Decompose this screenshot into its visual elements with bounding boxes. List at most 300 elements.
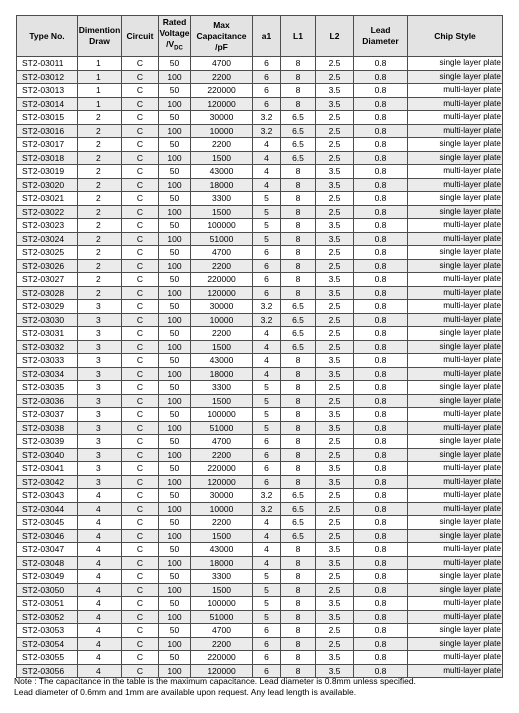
- chip-style-cell: single layer plate: [408, 570, 503, 584]
- draw-cell: 2: [78, 151, 122, 165]
- table-row: [17, 192, 503, 206]
- draw-cell: 4: [78, 583, 122, 597]
- l2-cell: 3.5: [316, 421, 354, 435]
- draw-cell: 4: [78, 543, 122, 557]
- voltage-cell: 50: [159, 192, 191, 206]
- table-row: [17, 246, 503, 260]
- circuit-cell: C: [122, 327, 159, 341]
- table-row: [17, 448, 503, 462]
- a1-cell: 6: [253, 286, 281, 300]
- voltage-cell: 50: [159, 570, 191, 584]
- l2-cell: 2.5: [316, 300, 354, 314]
- draw-cell: 4: [78, 597, 122, 611]
- circuit-cell: C: [122, 232, 159, 246]
- lead-cell: 0.8: [354, 529, 408, 543]
- lead-cell: 0.8: [354, 205, 408, 219]
- chip-style-cell: single layer plate: [408, 637, 503, 651]
- voltage-cell: 50: [159, 624, 191, 638]
- type-no-cell: ST2-03026: [17, 259, 78, 273]
- voltage-cell: 100: [159, 475, 191, 489]
- draw-cell: 2: [78, 138, 122, 152]
- capacitance-cell: 4700: [191, 57, 253, 71]
- voltage-cell: 100: [159, 205, 191, 219]
- type-no-cell: ST2-03018: [17, 151, 78, 165]
- a1-cell: 4: [253, 543, 281, 557]
- type-no-cell: ST2-03046: [17, 529, 78, 543]
- draw-cell: 2: [78, 124, 122, 138]
- col-rated-voltage: Rated Voltage $/V_{DC}$: [159, 16, 191, 57]
- l1-cell: 8: [281, 462, 316, 476]
- col-chip-style: Chip Style: [408, 16, 503, 57]
- table-row: [17, 57, 503, 71]
- type-no-cell: ST2-03039: [17, 435, 78, 449]
- capacitance-cell: 2200: [191, 327, 253, 341]
- lead-cell: 0.8: [354, 408, 408, 422]
- col-max-capacitance: Max Capacitance /pF: [191, 16, 253, 57]
- draw-cell: 4: [78, 651, 122, 665]
- table-row: [17, 354, 503, 368]
- draw-cell: 2: [78, 246, 122, 260]
- chip-style-cell: single layer plate: [408, 624, 503, 638]
- table-row: [17, 597, 503, 611]
- capacitor-spec-table: [16, 15, 503, 678]
- a1-cell: 3.2: [253, 489, 281, 503]
- table-row: [17, 556, 503, 570]
- circuit-cell: C: [122, 475, 159, 489]
- l2-cell: 2.5: [316, 448, 354, 462]
- circuit-cell: C: [122, 529, 159, 543]
- draw-cell: 3: [78, 367, 122, 381]
- a1-cell: 5: [253, 610, 281, 624]
- capacitance-cell: 4700: [191, 246, 253, 260]
- voltage-cell: 50: [159, 462, 191, 476]
- table-row: [17, 502, 503, 516]
- lead-cell: 0.8: [354, 367, 408, 381]
- type-no-cell: ST2-03050: [17, 583, 78, 597]
- l1-cell: 6.5: [281, 138, 316, 152]
- l1-cell: 6.5: [281, 502, 316, 516]
- table-row: [17, 111, 503, 125]
- capacitance-cell: 51000: [191, 232, 253, 246]
- draw-cell: 1: [78, 70, 122, 84]
- draw-cell: 3: [78, 340, 122, 354]
- circuit-cell: C: [122, 205, 159, 219]
- table-row: [17, 70, 503, 84]
- chip-style-cell: multi-layer plate: [408, 286, 503, 300]
- chip-style-cell: multi-layer plate: [408, 610, 503, 624]
- chip-style-cell: multi-layer plate: [408, 84, 503, 98]
- table-row: [17, 435, 503, 449]
- circuit-cell: C: [122, 70, 159, 84]
- draw-cell: 4: [78, 637, 122, 651]
- circuit-cell: C: [122, 651, 159, 665]
- capacitance-cell: 220000: [191, 84, 253, 98]
- type-no-cell: ST2-03014: [17, 97, 78, 111]
- capacitance-cell: 30000: [191, 111, 253, 125]
- table-row: [17, 610, 503, 624]
- draw-cell: 3: [78, 475, 122, 489]
- lead-cell: 0.8: [354, 286, 408, 300]
- chip-style-cell: single layer plate: [408, 151, 503, 165]
- voltage-cell: 100: [159, 610, 191, 624]
- a1-cell: 4: [253, 340, 281, 354]
- l2-cell: 2.5: [316, 327, 354, 341]
- a1-cell: 6: [253, 462, 281, 476]
- footnote-line-1: Note : The capacitance in the table is the maximum capacitance. Lead diameter is 0.8mm unless specified.: [14, 676, 416, 686]
- chip-style-cell: multi-layer plate: [408, 543, 503, 557]
- chip-style-cell: multi-layer plate: [408, 421, 503, 435]
- l2-cell: 3.5: [316, 97, 354, 111]
- circuit-cell: C: [122, 246, 159, 260]
- circuit-cell: C: [122, 448, 159, 462]
- lead-cell: 0.8: [354, 340, 408, 354]
- l1-cell: 8: [281, 394, 316, 408]
- a1-cell: 4: [253, 327, 281, 341]
- l1-cell: 8: [281, 597, 316, 611]
- a1-cell: 5: [253, 408, 281, 422]
- lead-cell: 0.8: [354, 583, 408, 597]
- type-no-cell: ST2-03051: [17, 597, 78, 611]
- chip-style-cell: multi-layer plate: [408, 597, 503, 611]
- type-no-cell: ST2-03038: [17, 421, 78, 435]
- capacitance-cell: 18000: [191, 556, 253, 570]
- a1-cell: 6: [253, 97, 281, 111]
- voltage-cell: 50: [159, 111, 191, 125]
- lead-cell: 0.8: [354, 394, 408, 408]
- a1-cell: 6: [253, 624, 281, 638]
- lead-cell: 0.8: [354, 516, 408, 530]
- a1-cell: 3.2: [253, 111, 281, 125]
- type-no-cell: ST2-03034: [17, 367, 78, 381]
- draw-cell: 2: [78, 286, 122, 300]
- draw-cell: 4: [78, 489, 122, 503]
- capacitance-cell: 30000: [191, 300, 253, 314]
- circuit-cell: C: [122, 151, 159, 165]
- circuit-cell: C: [122, 340, 159, 354]
- voltage-cell: 50: [159, 516, 191, 530]
- capacitance-cell: 4700: [191, 624, 253, 638]
- lead-cell: 0.8: [354, 138, 408, 152]
- l2-cell: 2.5: [316, 489, 354, 503]
- l2-cell: 3.5: [316, 556, 354, 570]
- l2-cell: 2.5: [316, 502, 354, 516]
- table-row: [17, 124, 503, 138]
- col-lead-diameter: Lead Diameter: [354, 16, 408, 57]
- table-row: [17, 151, 503, 165]
- chip-style-cell: multi-layer plate: [408, 273, 503, 287]
- table-row: [17, 543, 503, 557]
- l1-cell: 8: [281, 97, 316, 111]
- l1-cell: 8: [281, 475, 316, 489]
- capacitance-cell: 2200: [191, 637, 253, 651]
- capacitance-cell: 220000: [191, 651, 253, 665]
- chip-style-cell: single layer plate: [408, 340, 503, 354]
- l2-cell: 3.5: [316, 610, 354, 624]
- type-no-cell: ST2-03032: [17, 340, 78, 354]
- l1-cell: 6.5: [281, 111, 316, 125]
- lead-cell: 0.8: [354, 97, 408, 111]
- l1-cell: 8: [281, 408, 316, 422]
- chip-style-cell: multi-layer plate: [408, 664, 503, 678]
- chip-style-cell: single layer plate: [408, 394, 503, 408]
- capacitance-cell: 18000: [191, 367, 253, 381]
- voltage-cell: 100: [159, 421, 191, 435]
- type-no-cell: ST2-03048: [17, 556, 78, 570]
- capacitance-cell: 2200: [191, 516, 253, 530]
- l2-cell: 3.5: [316, 543, 354, 557]
- voltage-cell: 100: [159, 340, 191, 354]
- draw-cell: 3: [78, 313, 122, 327]
- capacitance-cell: 120000: [191, 286, 253, 300]
- type-no-cell: ST2-03029: [17, 300, 78, 314]
- l1-cell: 8: [281, 246, 316, 260]
- lead-cell: 0.8: [354, 259, 408, 273]
- chip-style-cell: single layer plate: [408, 138, 503, 152]
- circuit-cell: C: [122, 286, 159, 300]
- l1-cell: 8: [281, 421, 316, 435]
- capacitance-cell: 10000: [191, 313, 253, 327]
- type-no-cell: ST2-03049: [17, 570, 78, 584]
- chip-style-cell: multi-layer plate: [408, 475, 503, 489]
- circuit-cell: C: [122, 583, 159, 597]
- capacitance-cell: 10000: [191, 502, 253, 516]
- voltage-cell: 100: [159, 556, 191, 570]
- lead-cell: 0.8: [354, 448, 408, 462]
- table-row: [17, 624, 503, 638]
- circuit-cell: C: [122, 124, 159, 138]
- type-no-cell: ST2-03036: [17, 394, 78, 408]
- capacitance-cell: 1500: [191, 205, 253, 219]
- a1-cell: 5: [253, 570, 281, 584]
- table-row: [17, 165, 503, 179]
- type-no-cell: ST2-03020: [17, 178, 78, 192]
- chip-style-cell: single layer plate: [408, 516, 503, 530]
- voltage-cell: 100: [159, 313, 191, 327]
- l1-cell: 6.5: [281, 124, 316, 138]
- table-row: [17, 651, 503, 665]
- l1-cell: 6.5: [281, 327, 316, 341]
- voltage-cell: 100: [159, 286, 191, 300]
- lead-cell: 0.8: [354, 232, 408, 246]
- a1-cell: 4: [253, 516, 281, 530]
- a1-cell: 4: [253, 151, 281, 165]
- capacitance-cell: 1500: [191, 529, 253, 543]
- l1-cell: 8: [281, 178, 316, 192]
- table-row: [17, 475, 503, 489]
- chip-style-cell: multi-layer plate: [408, 651, 503, 665]
- lead-cell: 0.8: [354, 354, 408, 368]
- type-no-cell: ST2-03013: [17, 84, 78, 98]
- a1-cell: 3.2: [253, 124, 281, 138]
- lead-cell: 0.8: [354, 165, 408, 179]
- circuit-cell: C: [122, 313, 159, 327]
- l1-cell: 8: [281, 637, 316, 651]
- a1-cell: 5: [253, 421, 281, 435]
- circuit-cell: C: [122, 300, 159, 314]
- capacitance-cell: 100000: [191, 597, 253, 611]
- draw-cell: 2: [78, 273, 122, 287]
- l2-cell: 3.5: [316, 232, 354, 246]
- voltage-cell: 50: [159, 651, 191, 665]
- table-row: [17, 394, 503, 408]
- table-row: [17, 637, 503, 651]
- circuit-cell: C: [122, 259, 159, 273]
- l2-cell: 2.5: [316, 192, 354, 206]
- draw-cell: 2: [78, 178, 122, 192]
- circuit-cell: C: [122, 354, 159, 368]
- draw-cell: 3: [78, 327, 122, 341]
- lead-cell: 0.8: [354, 111, 408, 125]
- voltage-cell: 100: [159, 448, 191, 462]
- l2-cell: 2.5: [316, 313, 354, 327]
- type-no-cell: ST2-03043: [17, 489, 78, 503]
- type-no-cell: ST2-03037: [17, 408, 78, 422]
- l2-cell: 2.5: [316, 111, 354, 125]
- draw-cell: 2: [78, 165, 122, 179]
- lead-cell: 0.8: [354, 327, 408, 341]
- l2-cell: 3.5: [316, 367, 354, 381]
- table-row: [17, 273, 503, 287]
- table-row: [17, 219, 503, 233]
- type-no-cell: ST2-03052: [17, 610, 78, 624]
- chip-style-cell: single layer plate: [408, 435, 503, 449]
- chip-style-cell: multi-layer plate: [408, 178, 503, 192]
- circuit-cell: C: [122, 138, 159, 152]
- chip-style-cell: single layer plate: [408, 327, 503, 341]
- draw-cell: 4: [78, 624, 122, 638]
- voltage-cell: 50: [159, 435, 191, 449]
- col-l2: L2: [316, 16, 354, 57]
- table-row: [17, 232, 503, 246]
- col-dimension-draw: Dimention Draw: [78, 16, 122, 57]
- lead-cell: 0.8: [354, 570, 408, 584]
- table-row: [17, 408, 503, 422]
- l2-cell: 3.5: [316, 84, 354, 98]
- draw-cell: 3: [78, 354, 122, 368]
- type-no-cell: ST2-03033: [17, 354, 78, 368]
- chip-style-cell: single layer plate: [408, 259, 503, 273]
- type-no-cell: ST2-03031: [17, 327, 78, 341]
- voltage-cell: 100: [159, 124, 191, 138]
- table-row: [17, 489, 503, 503]
- col-l1: L1: [281, 16, 316, 57]
- a1-cell: 6: [253, 448, 281, 462]
- table-row: [17, 421, 503, 435]
- voltage-cell: 50: [159, 300, 191, 314]
- lead-cell: 0.8: [354, 597, 408, 611]
- type-no-cell: ST2-03023: [17, 219, 78, 233]
- voltage-cell: 50: [159, 84, 191, 98]
- capacitance-cell: 51000: [191, 421, 253, 435]
- chip-style-cell: multi-layer plate: [408, 232, 503, 246]
- l2-cell: 3.5: [316, 664, 354, 678]
- l1-cell: 8: [281, 543, 316, 557]
- circuit-cell: C: [122, 462, 159, 476]
- voltage-cell: 100: [159, 151, 191, 165]
- lead-cell: 0.8: [354, 246, 408, 260]
- circuit-cell: C: [122, 502, 159, 516]
- draw-cell: 4: [78, 516, 122, 530]
- type-no-cell: ST2-03019: [17, 165, 78, 179]
- footnote: [14, 676, 508, 698]
- chip-style-cell: multi-layer plate: [408, 367, 503, 381]
- voltage-cell: 50: [159, 408, 191, 422]
- type-no-cell: ST2-03041: [17, 462, 78, 476]
- footnote-line-2: Lead diameter of 0.6mm and 1mm are available upon request. Any lead length is available.: [14, 687, 357, 697]
- capacitance-cell: 3300: [191, 570, 253, 584]
- circuit-cell: C: [122, 381, 159, 395]
- table-row: [17, 583, 503, 597]
- chip-style-cell: single layer plate: [408, 57, 503, 71]
- voltage-cell: 100: [159, 583, 191, 597]
- lead-cell: 0.8: [354, 273, 408, 287]
- type-no-cell: ST2-03045: [17, 516, 78, 530]
- lead-cell: 0.8: [354, 84, 408, 98]
- capacitance-cell: 120000: [191, 97, 253, 111]
- l2-cell: 2.5: [316, 637, 354, 651]
- capacitance-cell: 2200: [191, 70, 253, 84]
- lead-cell: 0.8: [354, 637, 408, 651]
- type-no-cell: ST2-03035: [17, 381, 78, 395]
- capacitance-cell: 220000: [191, 462, 253, 476]
- capacitance-cell: 18000: [191, 178, 253, 192]
- voltage-cell: 50: [159, 246, 191, 260]
- lead-cell: 0.8: [354, 651, 408, 665]
- circuit-cell: C: [122, 219, 159, 233]
- lead-cell: 0.8: [354, 219, 408, 233]
- capacitance-cell: 10000: [191, 124, 253, 138]
- lead-cell: 0.8: [354, 57, 408, 71]
- a1-cell: 4: [253, 556, 281, 570]
- a1-cell: 6: [253, 637, 281, 651]
- draw-cell: 4: [78, 529, 122, 543]
- voltage-cell: 100: [159, 367, 191, 381]
- header-row: [17, 16, 503, 57]
- circuit-cell: C: [122, 421, 159, 435]
- chip-style-cell: single layer plate: [408, 192, 503, 206]
- draw-cell: 3: [78, 408, 122, 422]
- draw-cell: 3: [78, 381, 122, 395]
- a1-cell: 3.2: [253, 502, 281, 516]
- capacitance-cell: 100000: [191, 219, 253, 233]
- l2-cell: 3.5: [316, 286, 354, 300]
- chip-style-cell: multi-layer plate: [408, 124, 503, 138]
- draw-cell: 2: [78, 219, 122, 233]
- l2-cell: 3.5: [316, 178, 354, 192]
- a1-cell: 6: [253, 57, 281, 71]
- voltage-cell: 100: [159, 394, 191, 408]
- draw-cell: 3: [78, 448, 122, 462]
- l2-cell: 2.5: [316, 340, 354, 354]
- voltage-cell: 50: [159, 354, 191, 368]
- circuit-cell: C: [122, 165, 159, 179]
- circuit-cell: C: [122, 367, 159, 381]
- l2-cell: 3.5: [316, 408, 354, 422]
- table-row: [17, 138, 503, 152]
- a1-cell: 6: [253, 246, 281, 260]
- table-row: [17, 205, 503, 219]
- col-circuit: Circuit: [122, 16, 159, 57]
- l2-cell: 2.5: [316, 259, 354, 273]
- chip-style-cell: single layer plate: [408, 246, 503, 260]
- voltage-cell: 100: [159, 529, 191, 543]
- capacitance-cell: 3300: [191, 381, 253, 395]
- capacitance-cell: 3300: [191, 192, 253, 206]
- a1-cell: 5: [253, 583, 281, 597]
- voltage-cell: 50: [159, 219, 191, 233]
- table-row: [17, 259, 503, 273]
- l1-cell: 8: [281, 556, 316, 570]
